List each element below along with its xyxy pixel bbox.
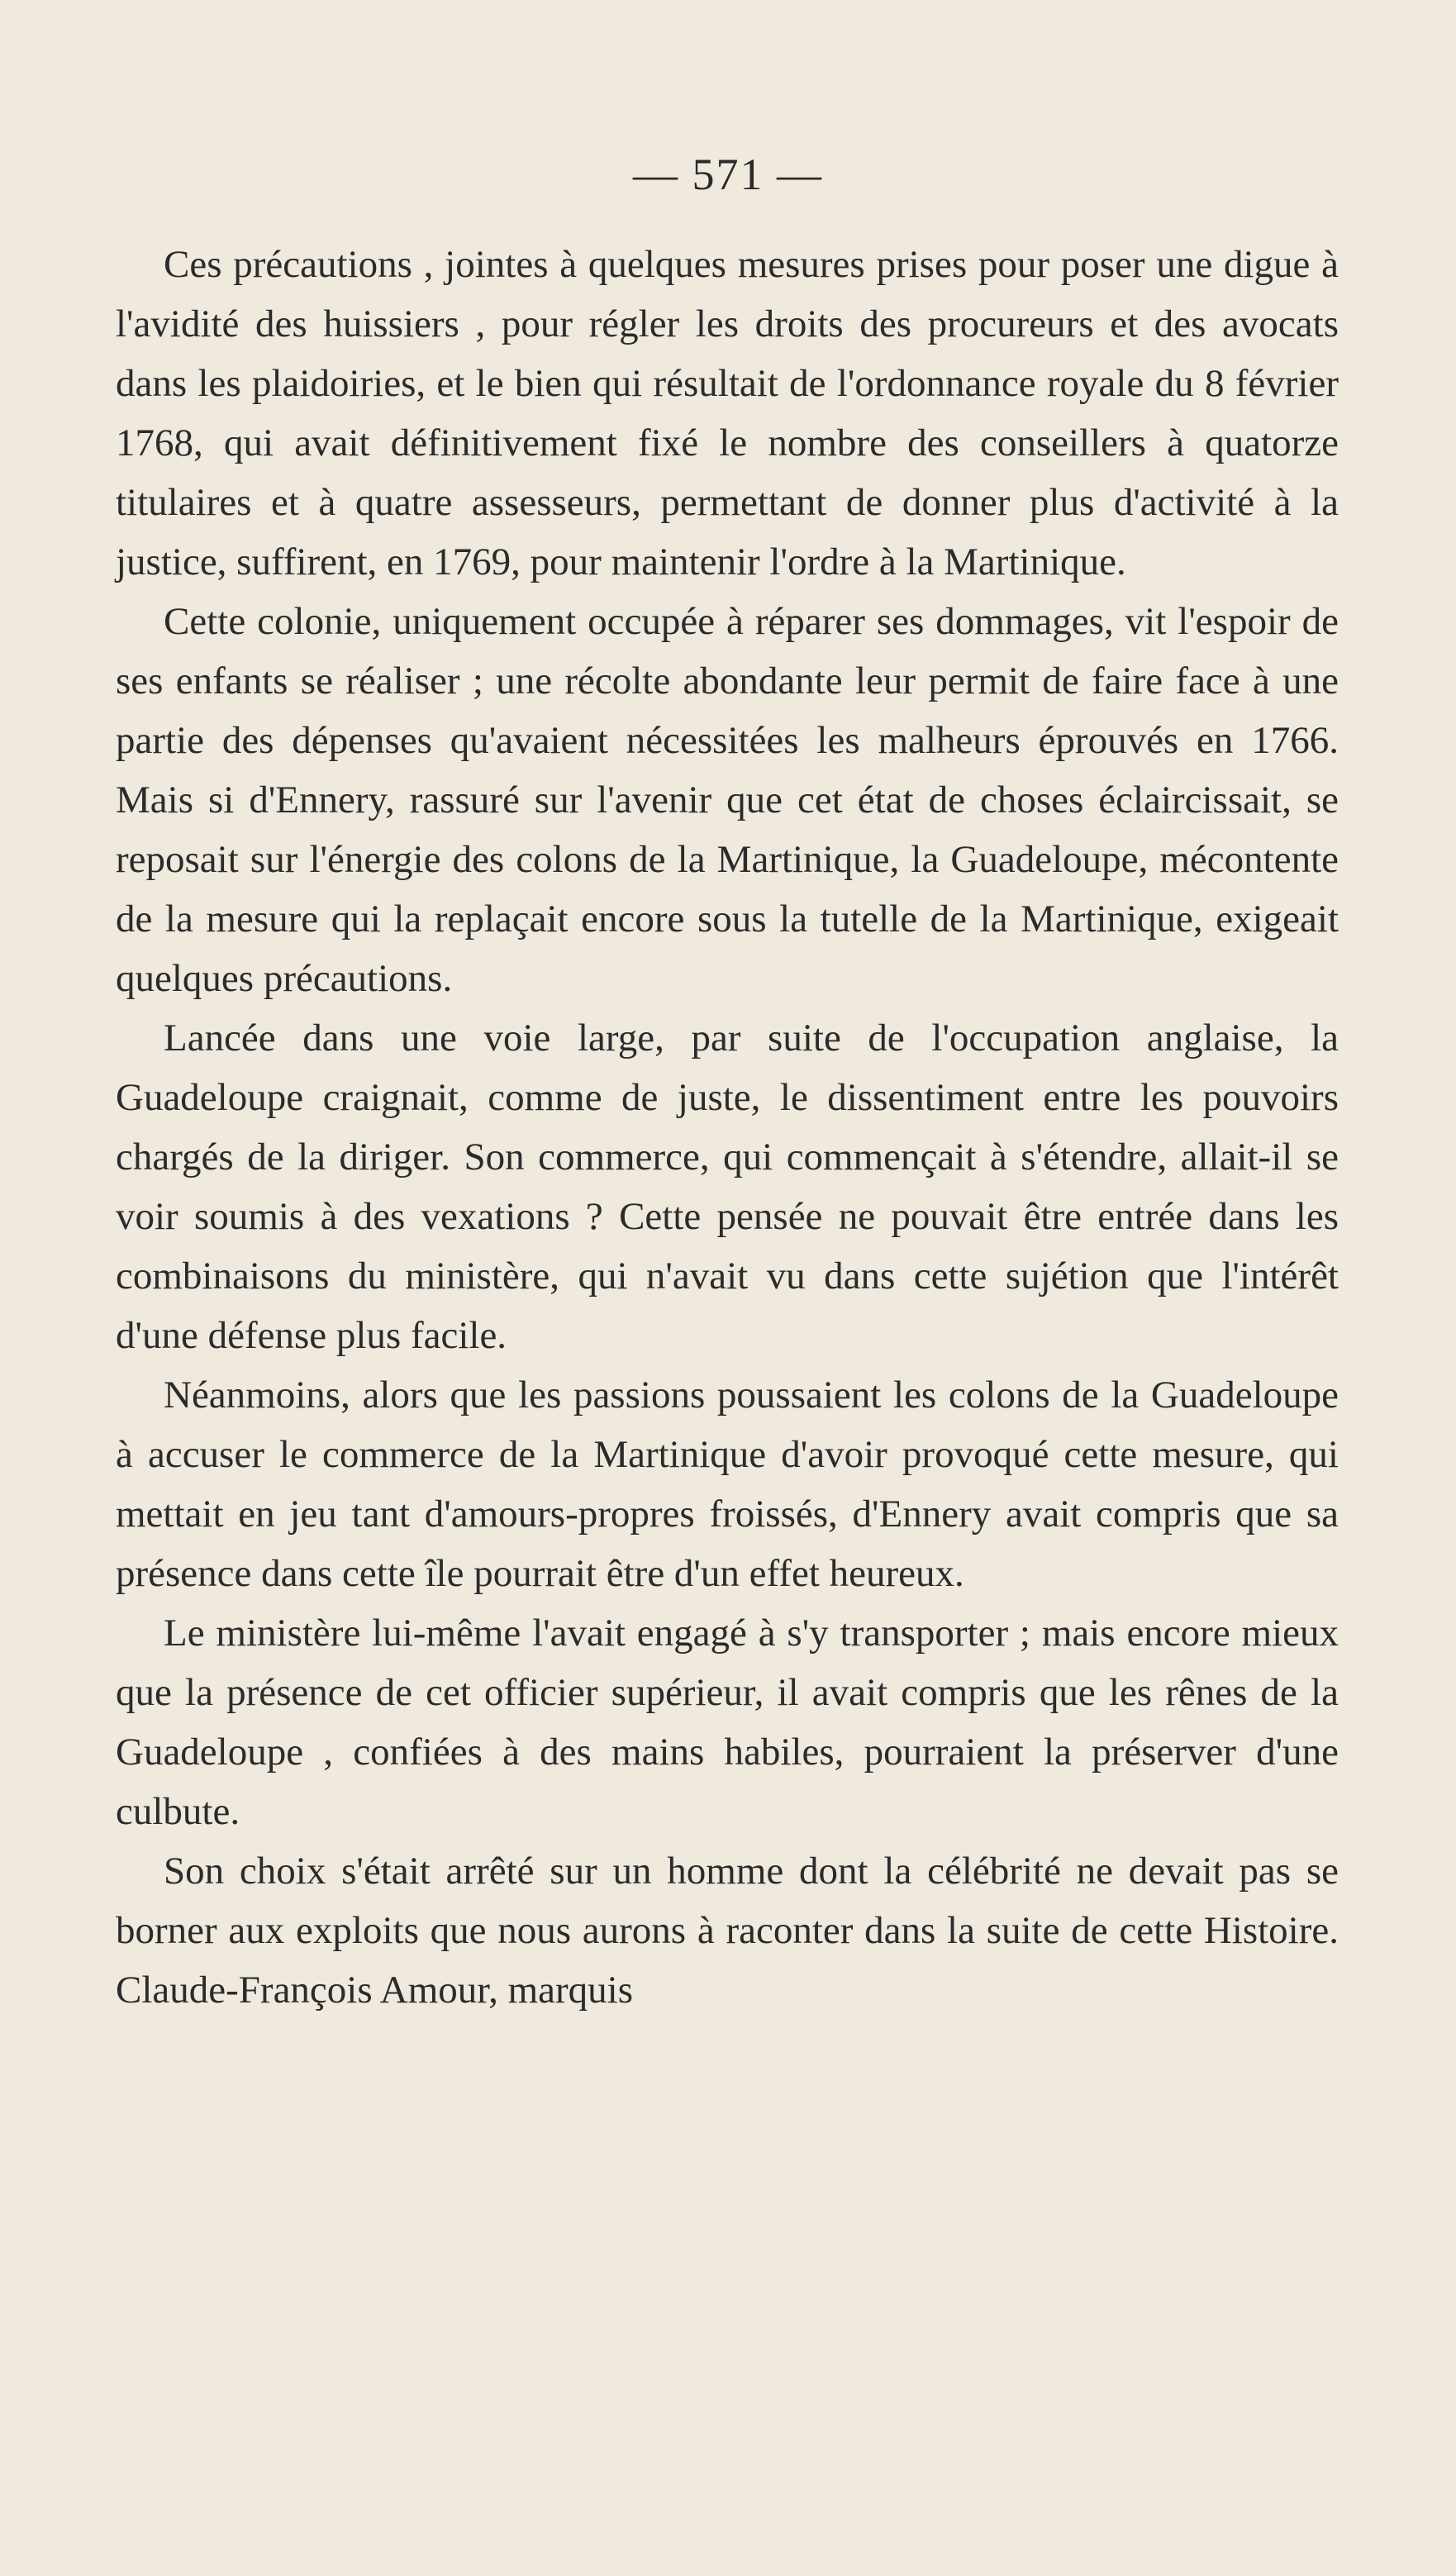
body-text bbox=[116, 235, 1339, 2020]
paragraph: Ces précautions , jointes à quelques mesures prises pour poser une digue à l'avidité des huissiers , pour régler les droits des procureurs et des avocats dans les plaidoiries, et le bien qui résultait de l'ordonnance royale du 8 février 1768, qui avait définitivement fixé le nombre des conseillers à quatorze titulaires et à quatre assesseurs, permettant de donner plus d'activité à la justice, suffirent, en 1769, pour maintenir l'ordre à la Martinique. bbox=[116, 243, 1339, 583]
paragraph: Néanmoins, alors que les passions poussaient les colons de la Guadeloupe à accuser le commerce de la Martinique d'avoir provoqué cette mesure, qui mettait en jeu tant d'amours-propres froissés, d'Ennery avait compris que sa présence dans cette île pourrait être d'un effet heureux. bbox=[116, 1374, 1339, 1595]
paragraph: Lancée dans une voie large, par suite de l'occupation anglaise, la Guadeloupe craignait, comme de juste, le dissentiment entre les pouvoirs chargés de la diriger. Son commerce, qui commençait à s'étendre, allait-il se voir soumis à des vexations ? Cette pensée ne pouvait être entrée dans les combinaisons du ministère, qui n'avait vu dans cette sujétion que l'intérêt d'une défense plus facile. bbox=[116, 1017, 1339, 1357]
page-number: — 571 — bbox=[633, 150, 823, 199]
paragraph: Son choix s'était arrêté sur un homme dont la célébrité ne devait pas se borner aux exploits que nous aurons à raconter dans la suite de cette Histoire. Claude-François Amour, marquis bbox=[116, 1850, 1339, 2012]
paragraph: Cette colonie, uniquement occupée à réparer ses dommages, vit l'espoir de ses enfants se réaliser ; une récolte abondante leur permit de faire face à une partie des dépenses qu'avaient nécessitées les malheurs éprouvés en 1766. Mais si d'Ennery, rassuré sur l'avenir que cet état de choses éclaircissait, se reposait sur l'énergie des colons de la Martinique, la Guadeloupe, mécontente de la mesure qui la replaçait encore sous la tutelle de la Martinique, exigeait quelques précautions. bbox=[116, 600, 1339, 1000]
paragraph: Le ministère lui-même l'avait engagé à s'y transporter ; mais encore mieux que la présence de cet officier supérieur, il avait compris que les rênes de la Guadeloupe , confiées à des mains habiles, pourraient la préserver d'une culbute. bbox=[116, 1612, 1339, 1833]
